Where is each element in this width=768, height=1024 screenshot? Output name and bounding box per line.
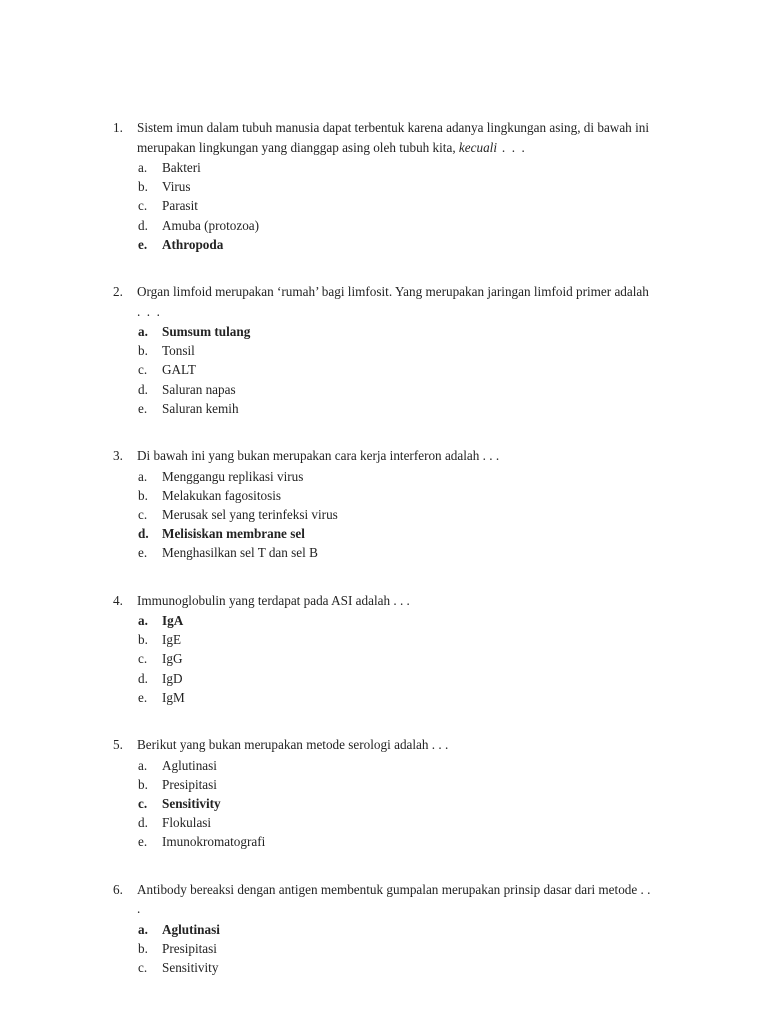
- question-text-main: Antibody bereaksi dengan antigen membentuk gumpalan merupakan prinsip dasar dari metode . .: [137, 881, 651, 897]
- option-row[interactable]: [138, 543, 675, 562]
- option-text: IgM: [162, 689, 185, 705]
- option-letter: c.: [138, 198, 148, 214]
- option-row[interactable]: [138, 669, 675, 688]
- option-letter: d.: [138, 815, 148, 831]
- question-row: [113, 880, 675, 900]
- question-text: [137, 735, 675, 755]
- question-block: [113, 735, 675, 852]
- option-text: Flokulasi: [162, 815, 212, 831]
- option-row[interactable]: [138, 196, 675, 215]
- option-letter: c.: [138, 959, 148, 975]
- option-text: Saluran kemih: [162, 400, 239, 416]
- option-text: Sensitivity: [162, 959, 219, 975]
- question-block: [113, 118, 675, 254]
- question-number: 1.: [113, 120, 123, 135]
- question-text-wrapped-tail: .: [137, 901, 142, 917]
- question-list: [113, 118, 675, 977]
- option-text: IgE: [162, 632, 182, 648]
- option-text: Saluran napas: [162, 381, 236, 397]
- question-block: [113, 282, 675, 418]
- option-letter: c.: [138, 651, 148, 667]
- option-letter: b.: [138, 632, 148, 648]
- option-row[interactable]: [138, 756, 675, 775]
- option-letter: b.: [138, 940, 148, 956]
- question-row: [113, 118, 675, 157]
- option-text: Sensitivity: [162, 795, 221, 811]
- option-row[interactable]: [138, 649, 675, 668]
- question-number: 4.: [113, 592, 123, 608]
- option-row[interactable]: [138, 920, 675, 939]
- option-text: Presipitasi: [162, 940, 217, 956]
- option-text: Melakukan fagositosis: [162, 487, 282, 503]
- option-text: Tonsil: [162, 343, 195, 359]
- option-row[interactable]: [138, 341, 675, 360]
- option-row[interactable]: [138, 813, 675, 832]
- option-row[interactable]: [138, 216, 675, 235]
- question-row: [113, 735, 675, 755]
- option-row[interactable]: [138, 177, 675, 196]
- option-letter: a.: [138, 757, 148, 773]
- option-row[interactable]: [138, 399, 675, 418]
- option-list: [113, 920, 675, 978]
- question-text-main: Immunoglobulin yang terdapat pada ASI adalah . . .: [137, 592, 410, 608]
- option-text: Athropoda: [162, 236, 224, 252]
- option-text: Imunokromatografi: [162, 834, 266, 850]
- question-text-trailing: . . .: [497, 139, 527, 155]
- question-text-main: Berikut yang bukan merupakan metode serologi adalah . . .: [137, 737, 449, 753]
- option-text: Menggangu replikasi virus: [162, 468, 304, 484]
- question-text-main: Di bawah ini yang bukan merupakan cara kerja interferon adalah . . .: [137, 448, 500, 464]
- option-list: [113, 322, 675, 418]
- option-row[interactable]: [138, 467, 675, 486]
- option-row[interactable]: [138, 611, 675, 630]
- question-text-emphasis: kecuali: [458, 139, 497, 155]
- question-number: 2.: [113, 284, 123, 300]
- option-letter: c.: [138, 362, 148, 378]
- option-letter: e.: [138, 689, 148, 705]
- option-row[interactable]: [138, 775, 675, 794]
- option-letter: d.: [138, 381, 148, 397]
- option-list: [113, 611, 675, 707]
- option-text: IgG: [162, 651, 183, 667]
- option-letter: b.: [138, 179, 148, 195]
- option-text: Bakteri: [162, 160, 201, 175]
- question-text: [137, 591, 675, 611]
- option-letter: b.: [138, 343, 148, 359]
- option-row[interactable]: [138, 380, 675, 399]
- option-text: Virus: [162, 179, 191, 195]
- option-row[interactable]: [138, 958, 675, 977]
- option-letter: e.: [138, 236, 148, 252]
- option-letter: c.: [138, 795, 148, 811]
- option-text: IgA: [162, 613, 184, 629]
- option-letter: c.: [138, 506, 148, 522]
- option-letter: a.: [138, 468, 148, 484]
- option-text: Sumsum tulang: [162, 324, 251, 340]
- option-text: GALT: [162, 362, 196, 378]
- question-row: [113, 282, 675, 302]
- question-block: [113, 446, 675, 563]
- option-row[interactable]: [138, 524, 675, 543]
- option-letter: a.: [138, 160, 148, 175]
- option-text: Aglutinasi: [162, 921, 220, 937]
- question-text-main: Organ limfoid merupakan ‘rumah’ bagi limfosit. Yang merupakan jaringan limfoid primer adalah: [137, 284, 649, 300]
- option-letter: e.: [138, 400, 148, 416]
- option-letter: b.: [138, 487, 148, 503]
- option-letter: a.: [138, 921, 148, 937]
- option-row[interactable]: [138, 630, 675, 649]
- option-row[interactable]: [138, 322, 675, 341]
- option-text: IgD: [162, 670, 183, 686]
- option-text: Aglutinasi: [162, 757, 217, 773]
- option-row[interactable]: [138, 505, 675, 524]
- option-text: Amuba (protozoa): [162, 217, 260, 233]
- question-row: [113, 591, 675, 611]
- option-letter: b.: [138, 776, 148, 792]
- option-row[interactable]: [138, 688, 675, 707]
- option-letter: d.: [138, 217, 148, 233]
- question-text-wrapped-tail: . . .: [137, 303, 162, 319]
- option-letter: a.: [138, 324, 148, 340]
- option-text: Merusak sel yang terinfeksi virus: [162, 506, 338, 522]
- option-list: [113, 756, 675, 852]
- question-block: [113, 880, 675, 978]
- option-row[interactable]: [138, 939, 675, 958]
- option-row[interactable]: [138, 832, 675, 851]
- option-row[interactable]: [138, 486, 675, 505]
- question-text: [137, 282, 675, 302]
- option-row[interactable]: [138, 360, 675, 379]
- question-text: [137, 446, 675, 466]
- question-number: 5.: [113, 737, 123, 753]
- option-letter: e.: [138, 834, 148, 850]
- option-letter: a.: [138, 613, 148, 629]
- question-row: [113, 446, 675, 466]
- option-row[interactable]: [138, 794, 675, 813]
- question-text: [137, 880, 675, 900]
- question-number: 3.: [113, 448, 123, 464]
- question-block: [113, 591, 675, 708]
- question-text: [137, 118, 675, 157]
- option-row[interactable]: [138, 235, 675, 254]
- question-text-main: Sistem imun dalam tubuh manusia dapat terbentuk karena adanya lingkungan asing, di bawah ini merupakan lingkungan yang dianggap asing oleh tubuh kita,: [137, 120, 649, 155]
- option-list: [113, 158, 675, 254]
- option-text: Menghasilkan sel T dan sel B: [162, 545, 318, 561]
- option-row[interactable]: [138, 158, 675, 177]
- option-text: Melisiskan membrane sel: [162, 526, 305, 542]
- option-letter: d.: [138, 670, 148, 686]
- option-letter: e.: [138, 545, 148, 561]
- option-text: Parasit: [162, 198, 198, 214]
- option-text: Presipitasi: [162, 776, 217, 792]
- option-list: [113, 467, 675, 563]
- question-number: 6.: [113, 881, 123, 897]
- option-letter: d.: [138, 526, 149, 542]
